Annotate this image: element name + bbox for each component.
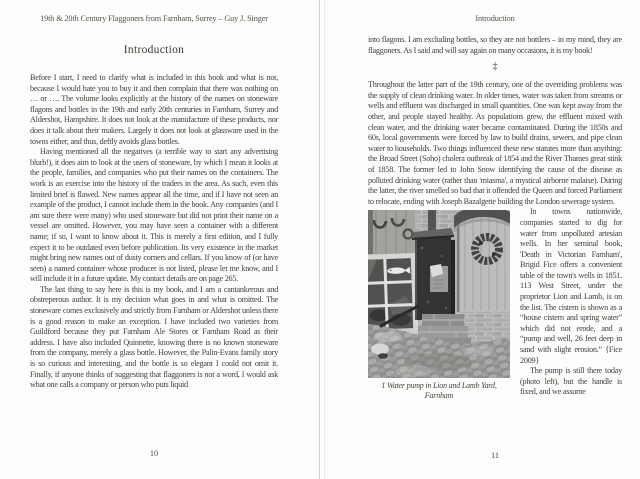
figure-water-pump [368,210,510,401]
page-number-right: 11 [490,451,500,460]
page-number-left: 10 [149,449,159,458]
body-paragraph: Before I start, I need to clarify what is included in this book and what is not, because I would hate you to buy it and then complain that there was nothing on … or …. The volume looks explicitly at the history of the names on stoneware flagons and bottles in the 19th and early 20th centuries in Farnham, Surrey and Aldershot, Hampshire. It does not look at the manufacture of these products, nor does it talk about their makers. Largely it does not look at glassware used in the towns either, and thus, deftly avoids glass bottles. [30,73,278,146]
water-pump-photo [368,210,510,378]
left-body-text [30,73,278,391]
body-paragraph: Throughout the latter part of the 19th century, one of the overriding problems was the supply of clean drinking water. In older times, water was taken from streams or wells and effluent was discharged in small quantities. One was kept away from the other, and people stayed healthy. As populations grew, the effluent mixed with clean water, and the drinking water became contaminated. During the 1850s and 60s, local governments were forced by law to build drains, sewers, and pipe clean water to households. Two things influenced these new statutes more than anything: the Broad Street (Soho) cholera outbreak of 1854 and the River Thames great stink of 1858. The former led to John Snow identifying the cause of the disease as polluted drinking water (rather than 'miasma', a mystical airborne malaise). During the latter, the river smelled so bad that it offended the Queen and forced Parliament to relocate, ending with Joseph Bazalgette building the London sewerage system. [368,80,622,206]
body-paragraph: Having mentioned all the negatives (a terrible way to start any advertising blurb!), it does aim to look at the users of stoneware, by which I mean it looks at the people, families, and companies who put their names on the containers. The work is an exercise into the history of the traders in the area. As such, even this limited brief is flawed. New names appear all the time, and if I have not seen an example of the product, I cannot include them in the book. Any companies (and I am sure there were many) who used stoneware but did not print their name on a vessel are omitted. However, you may have seen a container with a different name; if so, I want to know about it. This is merely a first edition, and I fully expect it to be outdated even before publication. Its very existence in the market might bring new names out of dusty corners and cellars. If you know of (or have seen) a named container whose producer is not listed, please let me know, and I will include it in a future update. My contact details are on page 265. [30,147,278,284]
body-paragraph: In towns nationwide, companies started to dig for water from unpolluted artesian wells. In her seminal book, 'Death in Victorian Farnham', Brigid Fice offers a convenient table of the town's wells in 1851. 113 West Street, under the proprietor Lion and Lamb, is on the list. The cistern is shown as a “house cistern and spring water” which did not erode, and a “pump and well, 26 feet deep in sand with slight erosion.” {Fice 2009} [520,207,622,365]
chapter-heading: Introduction [123,44,185,56]
body-paragraph: into flagons. I am excluding bottles, so they are not bottlers – in my mind, they are flaggoners. As I said and will say again on many occasions, it is my book! [368,35,622,55]
page-right [322,0,640,479]
body-paragraph: The pump is still there today (photo left), but the handle is fixed, and we assume [520,366,622,397]
section-separator: ‡ [492,61,498,73]
figure-caption: 1 Water pump in Lion and Lamb Yard, Farnham [381,381,497,401]
right-body-text [368,35,622,401]
body-paragraph: The last thing to say here is this is my book, and I am a cantankerous and obstreperous author. It is my decision what goes in and what is omitted. The stoneware comes exclusively and strictly from Farnham or Aldershot unless there is a good reason to make an exception. I have included two varieties from Guildford because they put Farnham Ale Stores or Farnham Road as their address. I have also included Quinnette, knowing there is no known stoneware from the company, merely a glass bottle. However, the Palin-Evans family story is so curious and interesting, and the bottle is so elegant I could not omit it. Finally, if anyone thinks of suggesting that flaggoners is not a word, I would ask what one calls a company or person who puts liquid [30,284,278,390]
running-head-right: Introduction [475,14,515,23]
running-head-left: 19th & 20th Century Flaggoners from Farnham, Surrey – Guy J. Singer [40,14,268,23]
